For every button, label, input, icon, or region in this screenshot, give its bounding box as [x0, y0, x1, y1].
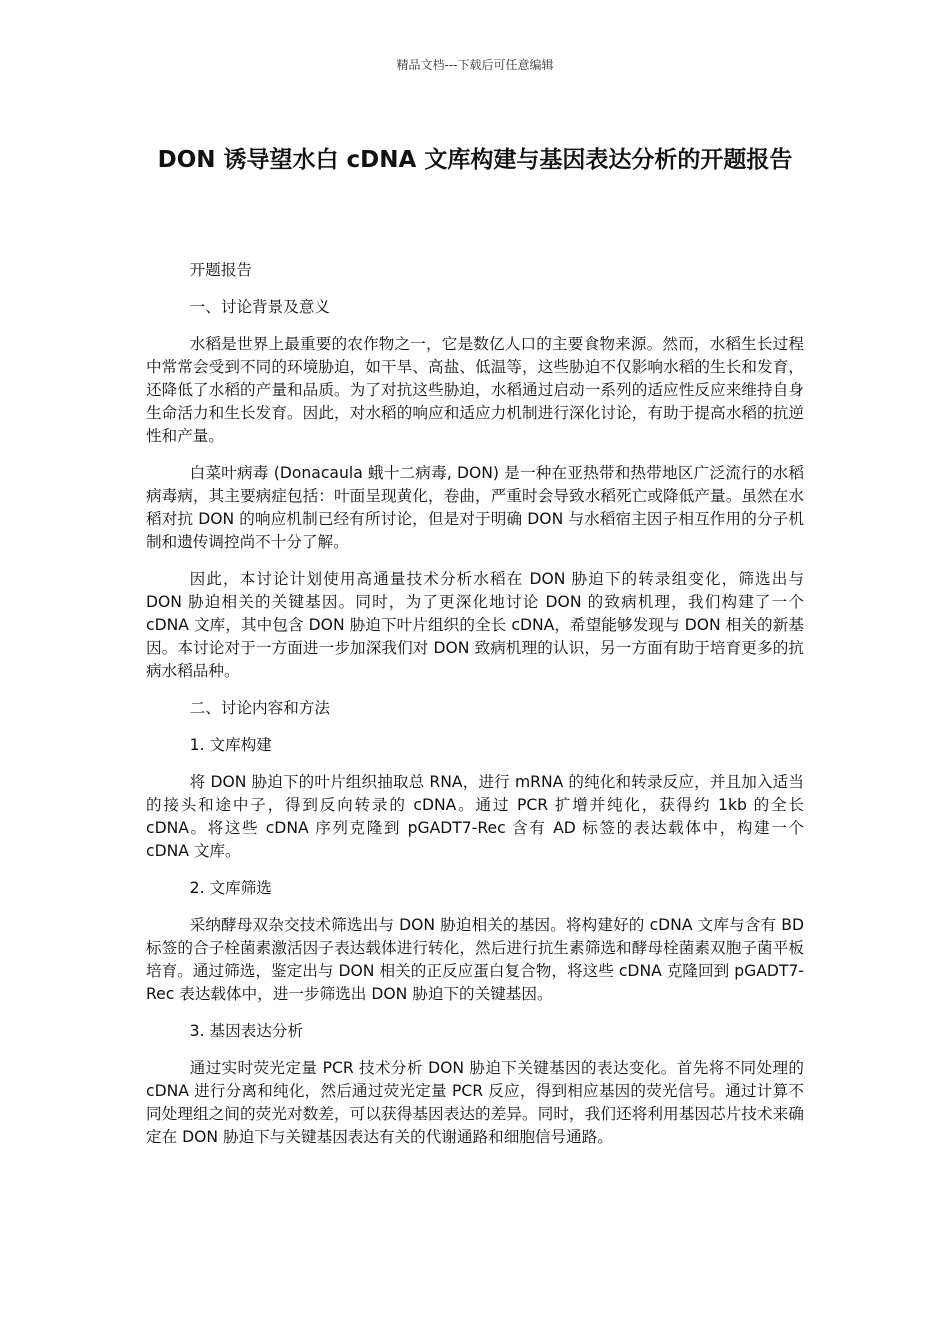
document-title: DON 诱导望水白 cDNA 文库构建与基因表达分析的开题报告 [157, 147, 793, 173]
body-paragraph: 白菜叶病毒 (Donacaula 蛾十二病毒, DON) 是一种在亚热带和热带地区广泛流行的水稻病毒病，其主要病症包括：叶面呈现黄化，卷曲，严重时会导致水稻死亡或降低产量。虽然在水稻对抗 DON 的响应机制已经有所讨论，但是对于明确 DON 与水稻宿主因子相互作用的分子机制和遗传调控尚不十分了解。 [146, 464, 804, 551]
body-paragraph: 通过实时荧光定量 PCR 技术分析 DON 胁迫下关键基因的表达变化。首先将不同处理的 cDNA 进行分离和纯化，然后通过荧光定量 PCR 反应，得到相应基因的荧光信号。通过计算不同处理组之间的荧光对数差，可以获得基因表达的差异。同时，我们还将利用基因芯片技术来确定在 DON 胁迫下与关键基因表达有关的代谢通路和细胞信号通路。 [146, 1059, 804, 1146]
body-paragraph: 采纳酵母双杂交技术筛选出与 DON 胁迫相关的基因。将构建好的 cDNA 文库与含有 BD 标签的合子栓菌素激活因子表达载体进行转化，然后进行抗生素筛选和酵母栓菌素双胞子菌平板培育。通过筛选，鉴定出与 DON 相关的正反应蛋白复合物，将这些 cDNA 克隆回到 pGADT7-Rec 表达载体中，进一步筛选出 DON 胁迫下的关键基因。 [146, 916, 804, 1003]
subsection-heading: 1. 文库构建 [189, 736, 272, 754]
section-heading: 一、讨论背景及意义 [189, 298, 331, 316]
body-paragraph: 将 DON 胁迫下的叶片组织抽取总 RNA，进行 mRNA 的纯化和转录反应，并且加入适当的接头和途中子，得到反向转录的 cDNA。通过 PCR 扩增并纯化，获得约 1kb 的全长 cDNA。将这些 cDNA 序列克隆到 pGADT7-Rec 含有 AD 标签的表达载体中，构建一个 cDNA 文库。 [146, 773, 804, 860]
section-heading: 二、讨论内容和方法 [189, 699, 331, 717]
page-header: 精品文档---下载后可任意编辑 [396, 58, 554, 72]
subsection-heading: 3. 基因表达分析 [189, 1022, 304, 1040]
body-paragraph: 因此，本讨论计划使用高通量技术分析水稻在 DON 胁迫下的转录组变化，筛选出与 DON 胁迫相关的关键基因。同时，为了更深化地讨论 DON 的致病机理，我们构建了一个 cDNA 文库，其中包含 DON 胁迫下叶片组织的全长 cDNA，希望能够发现与 DON 相关的新基因。本讨论对于一方面进一步加深我们对 DON 致病机理的认识，另一方面有助于培育更多的抗病水稻品种。 [146, 570, 804, 680]
document-body [146, 259, 804, 1163]
body-paragraph: 水稻是世界上最重要的农作物之一，它是数亿人口的主要食物来源。然而，水稻生长过程中常常会受到不同的环境胁迫，如干旱、高盐、低温等，这些胁迫不仅影响水稻的生长和发育，还降低了水稻的产量和品质。为了对抗这些胁迫，水稻通过启动一系列的适应性反应来维持自身生命活力和生长发育。因此，对水稻的响应和适应力机制进行深化讨论，有助于提高水稻的抗逆性和产量。 [146, 335, 804, 445]
subsection-heading: 2. 文库筛选 [189, 879, 272, 897]
section-heading: 开题报告 [189, 261, 253, 279]
